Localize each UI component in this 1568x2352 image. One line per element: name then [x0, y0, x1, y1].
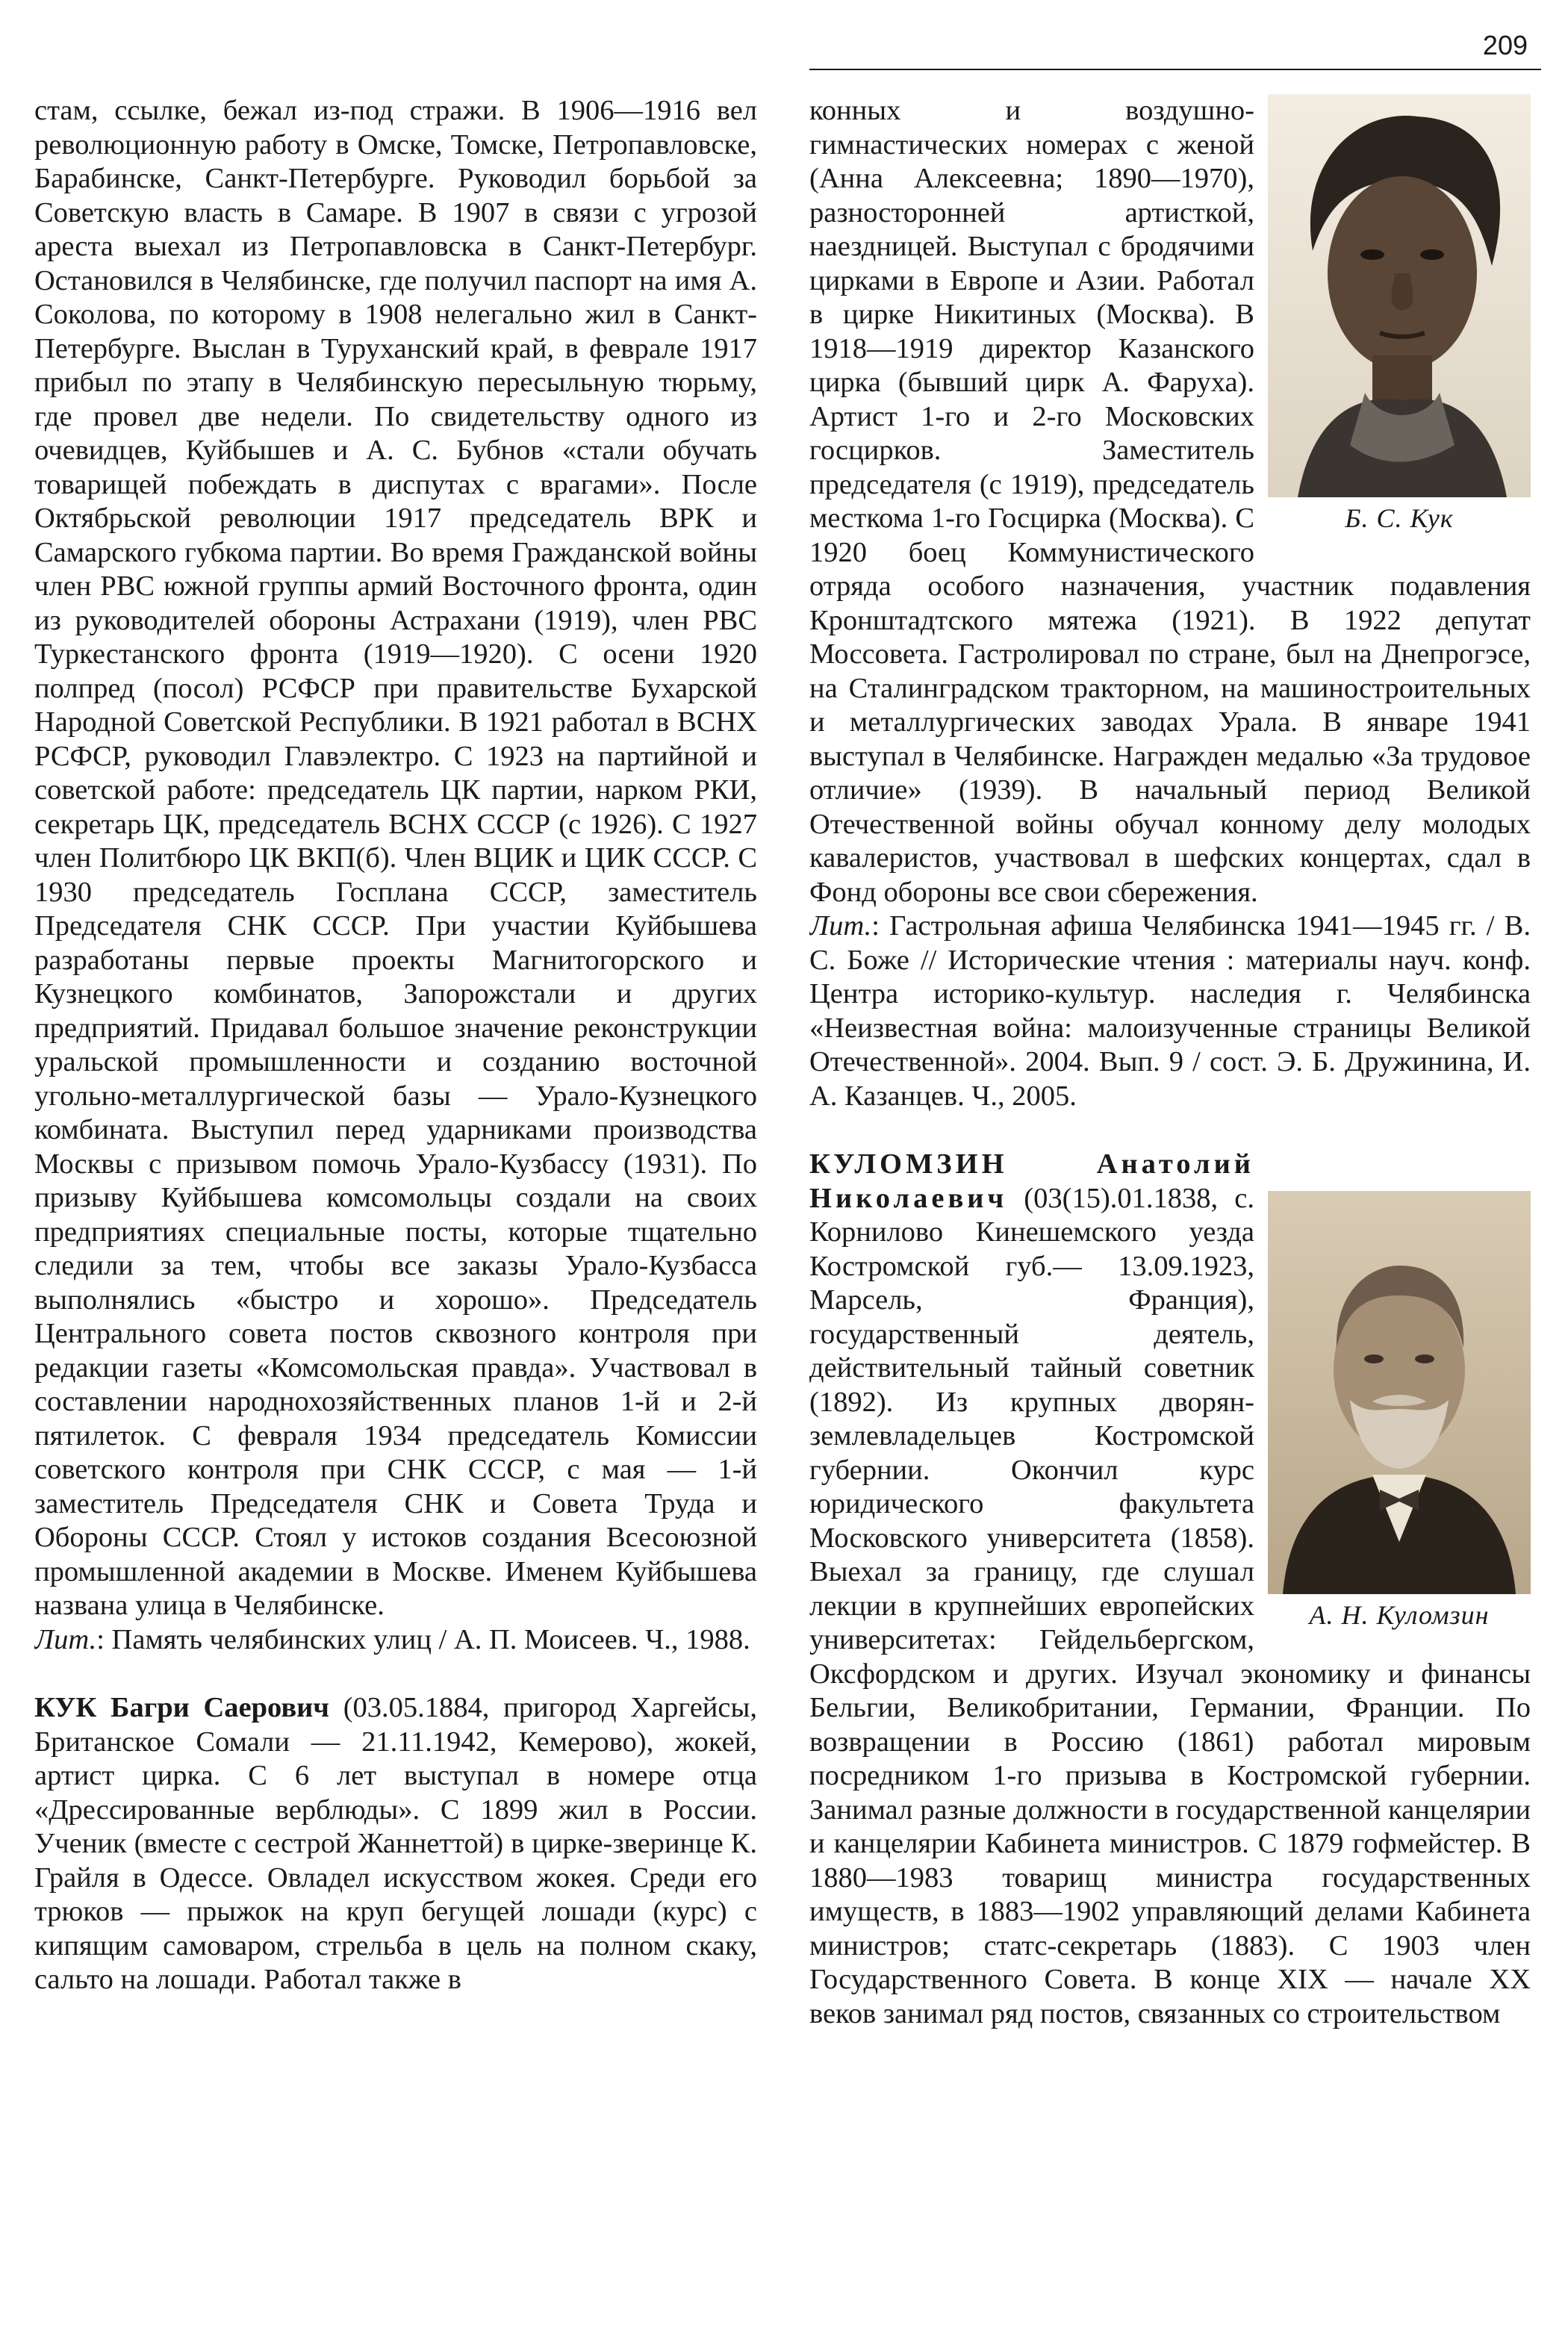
lit-text: : Память челябинских улиц / А. П. Моисеев. Ч., 1988. — [96, 1623, 750, 1655]
kulomzin-figure — [1268, 1191, 1531, 1631]
kulomzin-heading: КУЛОМЗИН Анатолий Николаевич — [809, 1148, 1254, 1214]
lit-label: Лит. — [809, 910, 872, 942]
lit-label: Лит. — [34, 1623, 97, 1655]
kuk-literature — [809, 909, 1531, 1113]
kuibyshev-literature — [34, 1623, 757, 1658]
kuibyshev-text: стам, ссылке, бежал из-под стражи. В 1906—1916 вел революционную работу в Омске, Томске, Петропавловске, Барабинске, Санкт-Петербурге. Руководил борьбой за Советскую власть в Самаре. В 1907 в связи с угрозой ареста выехал из Петропавловска в Санкт-Петербург. Остановился в Челябинске, где получил паспорт на имя А. Соколова, по которому в 1908 нелегально жил в Санкт-Петербурге. Выслан в Туруханский край, в феврале 1917 прибыл по этапу в Челябинскую пересыльную тюрьму, где провел две недели. По свидетельству одного из очевидцев, Куйбышев и А. С. Бубнов «стали обучать товарищей побеждать в диспутах с врагами». После Октябрьской революции 1917 председатель ВРК и Самарского губкома партии. Во время Гражданской войны член РВС южной группы армий Восточного фронта, один из руководителей обороны Астрахани (1919), член РВС Туркестанского фронта (1919—1920). С осени 1920 полпред (посол) РСФСР при правительстве Бухарской Народной Советской Республики. В 1921 работал в ВСНХ РСФСР, руководил Главэлектро. С 1923 на партийной и советской работе: председатель ЦК партии, нарком РКИ, секретарь ЦК, председатель ВСНХ СССР (с 1926). С 1927 член Политбюро ЦК ВКП(б). Член ВЦИК и ЦИК СССР. С 1930 председатель Госплана СССР, заместитель Председателя СНК СССР. При участии Куйбышева разработаны первые проекты Магнитогорского и Кузнецкого комбинатов, Запорожстали и других предприятий. Придавал большое значение реконструкции уральской промышленности и созданию восточной угольно-металлургической базы — Урало-Кузнецкого комбината. Выступил перед ударниками производства Москвы с призывом помочь Урало-Кузбассу (1931). По призыву Куйбышева комсомольцы создали на своих предприятиях специальные посты, которые тщательно следили за тем, чтобы все заказы Урало-Кузбасса выполнялись «быстро и хорошо». Председатель Центрального совета постов сквозного контроля при редакции газеты «Комсомольская правда». Участвовал в составлении народнохозяйственных планов 1-й и 2-й пятилеток. С февраля 1934 председатель Комиссии советского контроля при СНК СССР, с мая — 1-й заместитель Председателя СНК и Совета Труда и Обороны СССР. Стоял у истоков создания Всесоюзной промышленной академии в Москве. Именем Куйбышева названа улица в Челябинске. — [34, 95, 757, 1621]
kuk-photo — [1268, 94, 1531, 497]
kuk-continued-text: конных и воздушно-гимнастических номерах с женой (Анна Алексеевна; 1890—1970), разносторонней артисткой, наездницей. Выступал с бродячими цирками в Европе и Азии. Работал в цирке Никитиных (Москва). В 1918—1919 директор Казанского цирка (бывший цирк А. Фаруха). Артист 1-го и 2-го Московских госцирков. Заместитель председателя (с 1919), председатель месткома 1-го Госцирка (Москва). С 1920 боец Коммунистического отряда особого назначения, участник подавления Кронштадтского мятежа (1921). В 1922 депутат Моссовета. Гастролировал по стране, был на Днепрогэсе, на Сталинградском тракторном, на машиностроительных и металлургических заводах Урала. В январе 1941 выступал в Челябинске. Награжден медалью «За трудовое отличие» (1939). В начальный период Великой Отечественной войны обучал конному делу молодых кавалеристов, участвовал в шефских концертах, сдал в Фонд обороны все свои сбережения. — [809, 95, 1531, 908]
kuk-text: (03.05.1884, пригород Харгейсы, Британское Сомали — 21.11.1942, Кемерово), жокей, артист цирка. С 6 лет выступал в номере отца «Дрессированные верблюды». С 1899 жил в России. Ученик (вместе с сестрой Жаннеттой) в цирке-зверинце К. Грайля в Одессе. Овладел искусством жокея. Среди его трюков — прыжок на круп бегущей лошади (курс) с кипящим самоваром, стрельба в цель на полном скаку, сальто на лошади. Работал также в — [34, 1692, 757, 1995]
kuk-figure — [1268, 94, 1531, 535]
kuk-photo-caption: Б. С. Кук — [1345, 503, 1454, 533]
left-column — [34, 94, 757, 2327]
lit-text: : Гастрольная афиша Челябинска 1941—1945 гг. / В. С. Боже // Исторические чтения : материалы науч. конф. Центра историко-культур. наследия г. Челябинска «Неизвестная война: малоизученные страницы Великой Отечественной». 2004. Вып. 9 / сост. Э. Б. Дружинина, И. А. Казанцев. Ч., 2005. — [809, 910, 1531, 1112]
kulomzin-photo-caption: А. Н. Куломзин — [1309, 1600, 1490, 1630]
kuk-entry — [34, 1691, 757, 1997]
right-column — [809, 94, 1531, 2327]
page-number: 209 — [1482, 30, 1528, 60]
kuk-heading: КУК Багри Саерович — [34, 1692, 330, 1723]
kuibyshev-entry-continued — [34, 94, 757, 1623]
kulomzin-text: (03(15).01.1838, с. Корнилово Кинешемского уезда Костромской губ.— 13.09.1923, Марсель, Франция), государственный деятель, действительный тайный советник (1892). Из крупных дворян-землевладельцев Костромской губернии. Окончил курс юридического факультета Московского университета (1858). Выехал за границу, где слушал лекции в крупнейших европейских университетах: Гейдельбергском, Оксфордском и других. Изучал экономику и финансы Бельгии, Великобритании, Германии, Франции. По возвращении в Россию (1861) работал мировым посредником 1-го призыва в Костромской губернии. Занимал разные должности в государственной канцелярии и канцелярии Кабинета министров. С 1879 гофмейстер. В 1880—1983 товарищ министра государственных имуществ, в 1883—1902 управляющий делами Кабинета министров; статс-секретарь (1883). С 1903 член Государственного Совета. В конце XIX — начале XX веков занимал ряд постов, связанных со строительством — [809, 1182, 1531, 2029]
header-rule — [809, 69, 1541, 70]
kulomzin-photo — [1268, 1191, 1531, 1594]
